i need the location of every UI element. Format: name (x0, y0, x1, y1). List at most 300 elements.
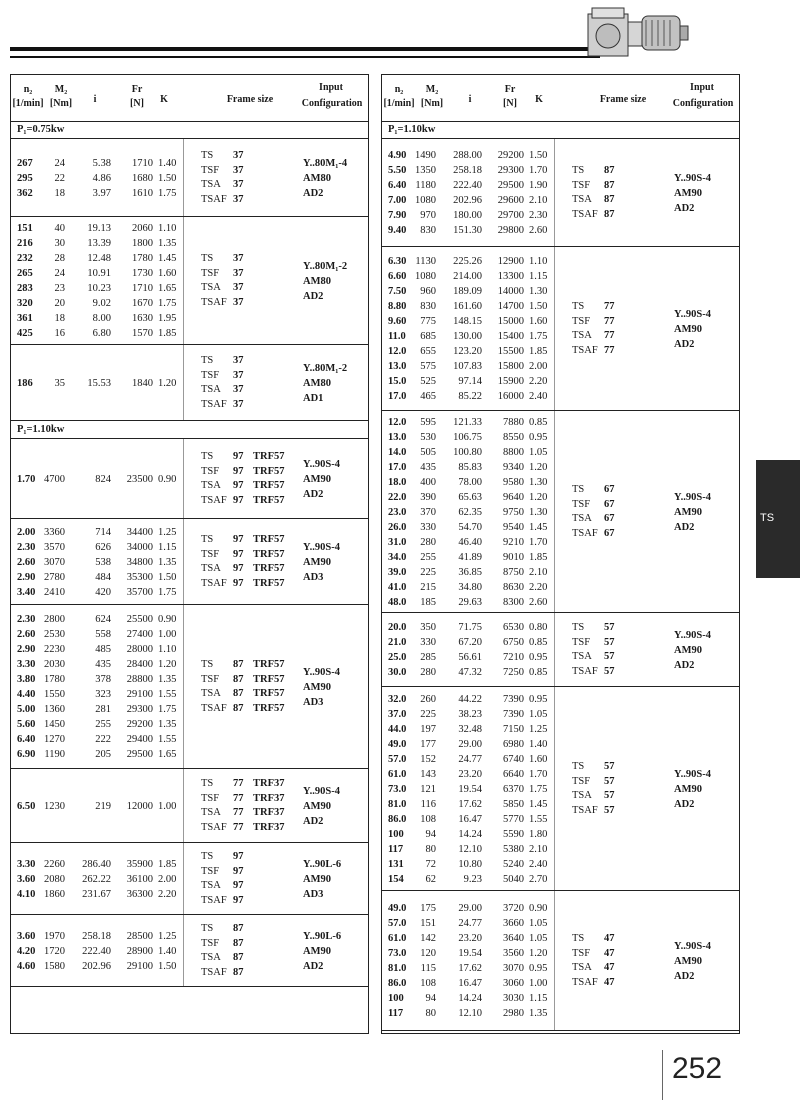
frame-size-number: 77 (233, 778, 244, 789)
header-n2-unit: [1/min] (12, 98, 44, 109)
frame-size-list (201, 354, 249, 412)
cell-n2: 2.30 (17, 541, 36, 553)
cell-ratio: 47.32 (458, 667, 482, 678)
cell-fr: 3030 (503, 993, 524, 1004)
cell-fr: 5590 (503, 828, 524, 840)
cell-ratio: 420 (95, 586, 111, 598)
configuration-line: Y..80M₁-2 (303, 260, 348, 272)
frame-type: TSF (201, 369, 220, 381)
cell-ratio: 9.23 (463, 873, 482, 885)
header-m2: M₂ (425, 84, 439, 95)
cell-k: 1.00 (158, 629, 177, 640)
frame-size-number: 87 (233, 952, 244, 963)
cell-k: 2.40 (529, 858, 548, 870)
pre-stage-size: TRF57 (253, 548, 285, 560)
cell-ratio: 231.67 (82, 888, 111, 900)
frame-size-entry (201, 865, 249, 880)
cell-fr: 15000 (497, 316, 524, 327)
cell-k: 1.15 (158, 541, 177, 553)
cell-ratio: 17.62 (458, 798, 482, 810)
cell-ratio: 258.18 (82, 930, 111, 942)
cell-m2: 225 (420, 567, 436, 578)
cell-k: 2.60 (529, 225, 548, 236)
table-row (388, 1006, 555, 1021)
frame-type: TS (572, 165, 585, 176)
cell-ratio: 67.20 (458, 637, 482, 648)
cell-fr: 7150 (503, 723, 524, 735)
header-n2-unit: [1/min] (383, 98, 415, 109)
pre-stage-size: TRF57 (253, 451, 285, 462)
table-row (388, 665, 555, 680)
cell-ratio: 13.39 (87, 238, 111, 249)
cell-m2: 1860 (44, 888, 65, 900)
cell-n2: 7.90 (388, 210, 407, 221)
cell-n2: 4.60 (17, 960, 36, 972)
header-frame-size: Frame size (599, 94, 647, 105)
frame-type: TS (201, 150, 214, 161)
gear-group (11, 439, 368, 519)
cell-fr: 7390 (503, 693, 524, 705)
frame-type: TSAF (572, 976, 598, 988)
gear-group (11, 769, 368, 843)
frame-size-entry (201, 806, 285, 821)
cell-fr: 1800 (132, 238, 153, 249)
configuration-line: Y..90S-4 (303, 666, 340, 678)
cell-fr: 29200 (126, 719, 153, 730)
cell-k: 1.35 (158, 238, 177, 249)
cell-m2: 1270 (44, 734, 65, 745)
page-number-rule (662, 1050, 663, 1100)
cell-n2: 13.0 (388, 361, 407, 372)
cell-ratio: 19.54 (458, 948, 482, 959)
power-rating-label: P₁=1.10kw (11, 421, 368, 439)
cell-fr: 1670 (132, 298, 153, 309)
cell-fr: 35300 (126, 571, 153, 583)
cell-n2: 2.00 (17, 526, 36, 538)
cell-ratio: 29.00 (458, 903, 482, 914)
cell-ratio: 624 (95, 614, 111, 625)
cell-fr: 6740 (503, 753, 524, 765)
pre-stage-size: TRF37 (253, 778, 285, 789)
table-row (388, 827, 555, 842)
frame-size-number: 37 (233, 253, 244, 264)
pre-stage-size: TRF57 (253, 465, 285, 477)
configuration-line: AM90 (303, 945, 331, 957)
frame-size-number: 57 (604, 636, 615, 648)
table-row (388, 223, 555, 238)
frame-type: TSA (572, 962, 592, 973)
frame-size-entry (572, 636, 620, 651)
pre-stage-size: TRF57 (253, 480, 285, 491)
frame-size-entry (201, 354, 249, 369)
cell-fr: 28000 (126, 644, 153, 655)
cell-ratio: 19.54 (458, 783, 482, 795)
frame-size-number: 87 (233, 673, 244, 685)
configuration-line: AD1 (303, 392, 324, 404)
table-row (17, 959, 184, 974)
table-row (17, 944, 184, 959)
table-row (17, 872, 184, 887)
table-row (388, 445, 555, 460)
cell-n2: 9.40 (388, 225, 407, 236)
frame-type: TSA (572, 790, 592, 801)
frame-size-entry (572, 498, 620, 513)
cell-n2: 216 (17, 238, 33, 249)
cell-ratio: 85.83 (458, 462, 482, 473)
cell-n2: 12.0 (388, 417, 407, 428)
table-row (17, 687, 184, 702)
frame-size-entry (201, 687, 285, 702)
cell-k: 1.20 (158, 377, 177, 389)
configuration-line: AD2 (303, 187, 324, 199)
frame-size-entry (572, 208, 620, 223)
table-row (17, 585, 184, 600)
frame-size-entry (572, 164, 620, 179)
cell-m2: 1360 (44, 704, 65, 715)
cell-k: 1.85 (529, 552, 548, 563)
frame-size-entry (572, 961, 620, 976)
cell-k: 1.50 (529, 301, 548, 312)
input-configuration (674, 628, 711, 673)
frame-size-entry (201, 398, 249, 413)
cell-k: 1.15 (529, 993, 548, 1004)
cell-ratio: 44.22 (458, 693, 482, 705)
input-configuration (674, 939, 711, 984)
configuration-line: AM90 (674, 644, 702, 656)
cell-k: 1.75 (158, 187, 177, 199)
frame-size-entry (201, 193, 249, 208)
cell-fr: 8630 (503, 582, 524, 593)
cell-n2: 2.90 (17, 571, 36, 583)
cell-fr: 8800 (503, 447, 524, 458)
table-row (388, 163, 555, 178)
header-frame-size: Frame size (226, 94, 274, 105)
cell-k: 1.50 (529, 150, 548, 161)
cell-m2: 655 (420, 346, 436, 357)
cell-fr: 1570 (132, 328, 153, 339)
cell-ratio: 9.02 (92, 298, 111, 309)
cell-k: 1.60 (158, 268, 177, 279)
cell-m2: 255 (420, 552, 436, 563)
cell-k: 1.45 (529, 798, 548, 810)
cell-ratio: 38.23 (458, 708, 482, 720)
cell-k: 0.80 (529, 622, 548, 633)
cell-ratio: 484 (95, 571, 111, 583)
cell-k: 2.20 (529, 582, 548, 593)
cell-fr: 1710 (132, 283, 153, 294)
input-configuration (303, 540, 340, 585)
gear-group (11, 217, 368, 345)
table-row (388, 344, 555, 359)
frame-size-number: 87 (604, 208, 615, 220)
frame-size-entry (201, 577, 285, 592)
frame-size-number: 57 (604, 790, 615, 801)
cell-fr: 8300 (503, 597, 524, 608)
frame-type: TSF (572, 775, 591, 787)
cell-n2: 31.0 (388, 537, 407, 548)
configuration-line: AD2 (303, 488, 324, 500)
cell-m2: 1550 (44, 689, 65, 700)
frame-size-number: 97 (233, 534, 244, 545)
cell-k: 2.10 (529, 843, 548, 855)
cell-k: 1.30 (529, 477, 548, 488)
frame-size-entry (201, 479, 285, 494)
pre-stage-size: TRF57 (253, 673, 285, 685)
frame-size-entry (572, 621, 620, 636)
table-row (388, 329, 555, 344)
table-row (388, 535, 555, 550)
cell-m2: 1130 (415, 256, 436, 267)
cell-fr: 28900 (126, 945, 153, 957)
frame-type: TSF (201, 937, 220, 949)
configuration-line: Y..90S-4 (674, 491, 711, 503)
gear-group (382, 411, 739, 613)
frame-type: TSAF (572, 804, 598, 816)
configuration-line: AM80 (303, 172, 331, 184)
cell-fr: 29500 (126, 749, 153, 760)
cell-m2: 143 (420, 768, 436, 780)
cell-fr: 7880 (503, 417, 524, 428)
cell-k: 1.70 (529, 537, 548, 548)
frame-size-number: 97 (233, 451, 244, 462)
cell-m2: 4700 (44, 473, 65, 485)
cell-ratio: 29.63 (458, 597, 482, 608)
cell-k: 0.90 (158, 473, 177, 485)
table-row (17, 555, 184, 570)
frame-size-entry (201, 673, 285, 688)
cell-k: 1.75 (158, 704, 177, 715)
table-row (17, 525, 184, 540)
frame-type: TSA (201, 807, 221, 818)
frame-size-number: 77 (604, 330, 615, 341)
frame-type: TSA (201, 563, 221, 574)
header-input: Input (690, 82, 714, 93)
cell-m2: 3570 (44, 541, 65, 553)
cell-m2: 505 (420, 447, 436, 458)
table-row (17, 221, 184, 236)
frame-type: TSF (201, 865, 220, 877)
pre-stage-size: TRF37 (253, 792, 285, 804)
configuration-line: AD2 (674, 521, 695, 533)
cell-n2: 232 (17, 253, 33, 264)
table-row (388, 565, 555, 580)
frame-type: TSA (201, 688, 221, 699)
frame-type: TSA (572, 651, 592, 662)
cell-ratio: 15.53 (87, 377, 111, 389)
cell-n2: 3.40 (17, 586, 36, 598)
frame-size-number: 97 (233, 465, 244, 477)
cell-fr: 3660 (503, 918, 524, 929)
cell-fr: 28400 (126, 659, 153, 670)
cell-fr: 6370 (503, 783, 524, 795)
cell-fr: 23500 (126, 473, 153, 485)
table-row (388, 580, 555, 595)
cell-n2: 6.40 (17, 734, 36, 745)
frame-size-entry (201, 821, 285, 836)
cell-fr: 1710 (132, 157, 153, 169)
table-row (388, 359, 555, 374)
cell-n2: 7.50 (388, 286, 407, 297)
frame-size-entry (201, 465, 285, 480)
gear-group (11, 843, 368, 915)
cell-fr: 34000 (126, 541, 153, 553)
table-row (17, 326, 184, 341)
frame-size-number: 67 (604, 484, 615, 495)
configuration-line: AM90 (674, 187, 702, 199)
cell-ratio: 626 (95, 541, 111, 553)
frame-type: TSA (572, 330, 592, 341)
cell-ratio: 107.83 (453, 361, 482, 372)
configuration-line: AD2 (303, 815, 324, 827)
configuration-line: Y..90L-6 (303, 858, 342, 870)
cell-k: 1.85 (529, 346, 548, 357)
frame-type: TSA (572, 194, 592, 205)
cell-n2: 2.90 (17, 644, 36, 655)
cell-ratio: 123.20 (453, 346, 482, 357)
cell-ratio: 65.63 (458, 492, 482, 503)
frame-size-entry (201, 966, 249, 981)
cell-n2: 361 (17, 313, 33, 324)
configuration-line: AD2 (674, 970, 695, 982)
frame-size-entry (572, 527, 620, 542)
frame-type: TSA (201, 952, 221, 963)
cell-k: 1.05 (529, 708, 548, 720)
frame-size-number: 97 (233, 851, 244, 862)
cell-m2: 260 (420, 693, 436, 705)
frame-size-entry (572, 775, 620, 790)
cell-k: 1.45 (158, 253, 177, 264)
frame-size-number: 87 (233, 659, 244, 670)
cell-n2: 3.60 (17, 930, 36, 942)
cell-fr: 28800 (126, 674, 153, 685)
frame-size-number: 57 (604, 804, 615, 816)
table-row (388, 650, 555, 665)
cell-ratio: 32.48 (458, 723, 482, 735)
cell-n2: 5.00 (17, 704, 36, 715)
right-table (381, 74, 740, 1034)
cell-fr: 3560 (503, 948, 524, 959)
table-row (17, 657, 184, 672)
table-row (388, 460, 555, 475)
cell-ratio: 130.00 (453, 331, 482, 342)
frame-type: TSAF (572, 527, 598, 539)
pre-stage-size: TRF57 (253, 659, 285, 670)
table-row (388, 782, 555, 797)
cell-n2: 49.0 (388, 903, 407, 914)
table-row (388, 430, 555, 445)
cell-k: 1.75 (158, 298, 177, 309)
frame-size-entry (572, 804, 620, 819)
cell-ratio: 85.22 (458, 391, 482, 402)
table-row (388, 707, 555, 722)
cell-k: 1.30 (529, 286, 548, 297)
frame-size-number: 77 (604, 315, 615, 327)
cell-fr: 34400 (126, 526, 153, 538)
frame-type: TSA (201, 384, 221, 395)
cell-m2: 1230 (44, 800, 65, 812)
cell-m2: 18 (54, 187, 65, 199)
input-configuration (303, 929, 341, 974)
table-row (388, 254, 555, 269)
frame-type: TSAF (572, 344, 598, 356)
table-row (17, 627, 184, 642)
cell-n2: 17.0 (388, 462, 407, 473)
frame-size-entry (201, 922, 249, 937)
table-row (388, 961, 555, 976)
cell-k: 0.85 (529, 417, 548, 428)
cell-k: 1.40 (529, 738, 548, 750)
table-row (388, 991, 555, 1006)
table-row (388, 505, 555, 520)
cell-n2: 6.90 (17, 749, 36, 760)
frame-size-number: 77 (604, 344, 615, 356)
frame-type: TSAF (201, 966, 227, 978)
cell-ratio: 10.91 (87, 268, 111, 279)
cell-n2: 26.0 (388, 522, 407, 533)
cell-n2: 6.60 (388, 271, 407, 282)
configuration-line: AM90 (674, 783, 702, 795)
cell-ratio: 106.75 (453, 432, 482, 443)
cell-m2: 24 (54, 268, 65, 279)
cell-ratio: 71.75 (458, 622, 482, 633)
cell-fr: 9540 (503, 522, 524, 533)
pre-stage-size: TRF57 (253, 702, 285, 714)
frame-size-entry (572, 483, 620, 498)
cell-n2: 30.0 (388, 667, 407, 678)
cell-k: 1.60 (529, 316, 548, 327)
frame-size-list (572, 621, 620, 679)
cell-fr: 13300 (497, 271, 524, 282)
table-row (388, 490, 555, 505)
frame-type: TSF (201, 548, 220, 560)
cell-k: 1.50 (158, 571, 177, 583)
frame-size-entry (201, 267, 249, 282)
cell-fr: 1840 (132, 377, 153, 389)
configuration-line: Y..90S-4 (674, 768, 711, 780)
table-row (17, 929, 184, 944)
cell-n2: 86.0 (388, 813, 407, 825)
frame-size-list (572, 483, 620, 541)
cell-n2: 25.0 (388, 652, 407, 663)
table-row (388, 550, 555, 565)
cell-fr: 12000 (126, 800, 153, 812)
frame-type: TSA (201, 480, 221, 491)
cell-m2: 2800 (44, 614, 65, 625)
cell-ratio: 262.22 (82, 873, 111, 885)
cell-n2: 2.60 (17, 556, 36, 568)
cell-k: 2.00 (529, 361, 548, 372)
configuration-line: Y..90S-4 (674, 629, 711, 641)
frame-size-entry (572, 947, 620, 962)
table-row (17, 570, 184, 585)
frame-size-number: 87 (604, 179, 615, 191)
header-n2: n₂ (23, 84, 33, 95)
table-row (388, 148, 555, 163)
table-row (388, 299, 555, 314)
frame-size-list (572, 164, 620, 222)
frame-type: TS (201, 778, 214, 789)
cell-ratio: 12.48 (87, 253, 111, 264)
cell-m2: 285 (420, 652, 436, 663)
frame-size-number: 87 (604, 194, 615, 205)
frame-size-entry (572, 300, 620, 315)
gear-group (382, 687, 739, 891)
frame-size-list (201, 252, 249, 310)
cell-k: 1.85 (158, 328, 177, 339)
frame-type: TSF (572, 947, 591, 959)
frame-size-entry (201, 149, 249, 164)
cell-fr: 9210 (503, 537, 524, 548)
